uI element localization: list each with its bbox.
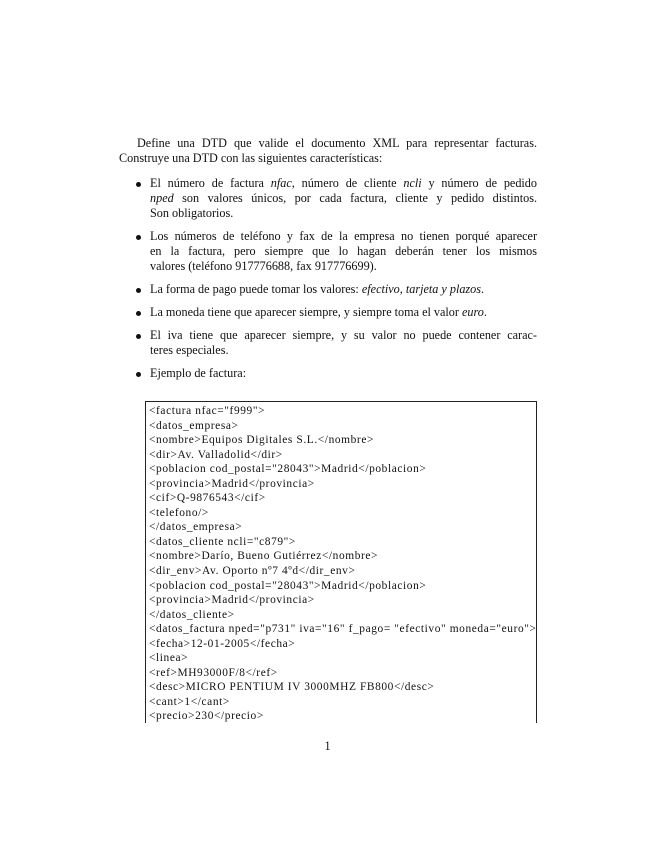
code-line: <linea> <box>149 652 189 665</box>
code-line: <poblacion cod_postal="28043">Madrid</poblacion> <box>149 579 427 592</box>
code-line: <nombre>Equipos Digitales S.L.</nombre> <box>149 434 374 447</box>
emphasis-payment-values: efectivo, tarjeta y plazos <box>361 282 481 296</box>
list-item <box>119 282 537 297</box>
emphasis-ncli: ncli <box>403 176 422 190</box>
list-item-line: valores (teléfono 917776688, fax 917776699). <box>150 259 377 273</box>
requirements-list <box>119 176 537 381</box>
bullet-icon <box>136 372 141 377</box>
text-run: . <box>481 282 485 296</box>
code-line: <datos_empresa> <box>149 419 239 432</box>
text-run: son valores únicos, por cada factura, cliente y pedido distintos. <box>173 191 537 205</box>
code-line: <provincia>Madrid</provincia> <box>149 594 315 607</box>
list-item-line <box>150 176 537 191</box>
list-item-line: Ejemplo de factura: <box>150 366 247 380</box>
bullet-icon <box>136 288 141 293</box>
code-line: <telefono/> <box>149 506 209 519</box>
text-run: y número de pedido <box>421 176 537 190</box>
list-item <box>119 229 537 274</box>
list-item <box>119 305 537 320</box>
code-line: <provincia>Madrid</provincia> <box>149 477 315 490</box>
code-line: <nombre>Darío, Bueno Gutiérrez</nombre> <box>149 550 379 563</box>
list-item <box>119 176 537 221</box>
text-run: El número de factura <box>150 176 271 190</box>
bullet-icon <box>136 182 141 187</box>
code-line: <factura nfac="f999"> <box>149 405 266 417</box>
bullet-icon <box>136 334 141 339</box>
code-line: <cif>Q-9876543</cif> <box>149 492 266 505</box>
code-line: <precio>230</precio> <box>149 710 264 723</box>
code-line: <datos_cliente ncli="c879"> <box>149 535 296 548</box>
list-item-line: teres especiales. <box>150 343 229 357</box>
list-item-line: El iva tiene que aparecer siempre, y su valor no puede contener carac- <box>150 328 537 342</box>
code-line: </datos_cliente> <box>149 608 235 621</box>
list-item-line <box>150 191 537 206</box>
xml-code-listing <box>149 404 537 724</box>
code-line: <cant>1</cant> <box>149 695 230 708</box>
list-item-line: en la factura, pero siempre que lo hagan deberán tener los mismos <box>150 244 537 258</box>
list-item <box>119 366 537 381</box>
list-item-line <box>150 305 537 320</box>
code-line: </datos_empresa> <box>149 521 243 534</box>
list-item <box>119 328 537 358</box>
bullet-icon <box>136 235 141 240</box>
text-run: La forma de pago puede tomar los valores: <box>150 282 362 296</box>
list-item-line: Son obligatorios. <box>150 206 234 220</box>
emphasis-nped: nped <box>150 191 174 205</box>
code-line: <datos_factura nped="p731" iva="16" f_pago= "efectivo" moneda="euro"> <box>149 623 537 636</box>
emphasis-nfac: nfac <box>270 176 292 190</box>
xml-example-box <box>145 401 537 723</box>
code-line: <desc>MICRO PENTIUM IV 3000MHZ FB800</desc> <box>149 681 435 694</box>
list-item-line <box>150 282 537 297</box>
intro-paragraph: Define una DTD que valide el documento XML para representar facturas. Construye una DTD con las siguientes características: <box>119 136 537 165</box>
emphasis-euro: euro <box>462 305 484 319</box>
page-number: 1 <box>324 739 331 753</box>
code-line: <fecha>12-01-2005</fecha> <box>149 637 296 650</box>
bullet-icon <box>136 311 141 316</box>
document-body <box>119 136 537 389</box>
list-item-line: Los números de teléfono y fax de la empresa no tienen porqué aparecer <box>150 229 537 243</box>
code-line: <dir>Av. Valladolid</dir> <box>149 448 283 461</box>
code-line: <dir_env>Av. Oporto nº7 4ºd</dir_env> <box>149 565 356 578</box>
text-run: , número de cliente <box>291 176 404 190</box>
text-run: La moneda tiene que aparecer siempre, y siempre toma el valor <box>150 305 462 319</box>
text-run: . <box>483 305 487 319</box>
code-line: <ref>MH93000F/8</ref> <box>149 666 278 679</box>
code-line: <poblacion cod_postal="28043">Madrid</poblacion> <box>149 463 427 476</box>
